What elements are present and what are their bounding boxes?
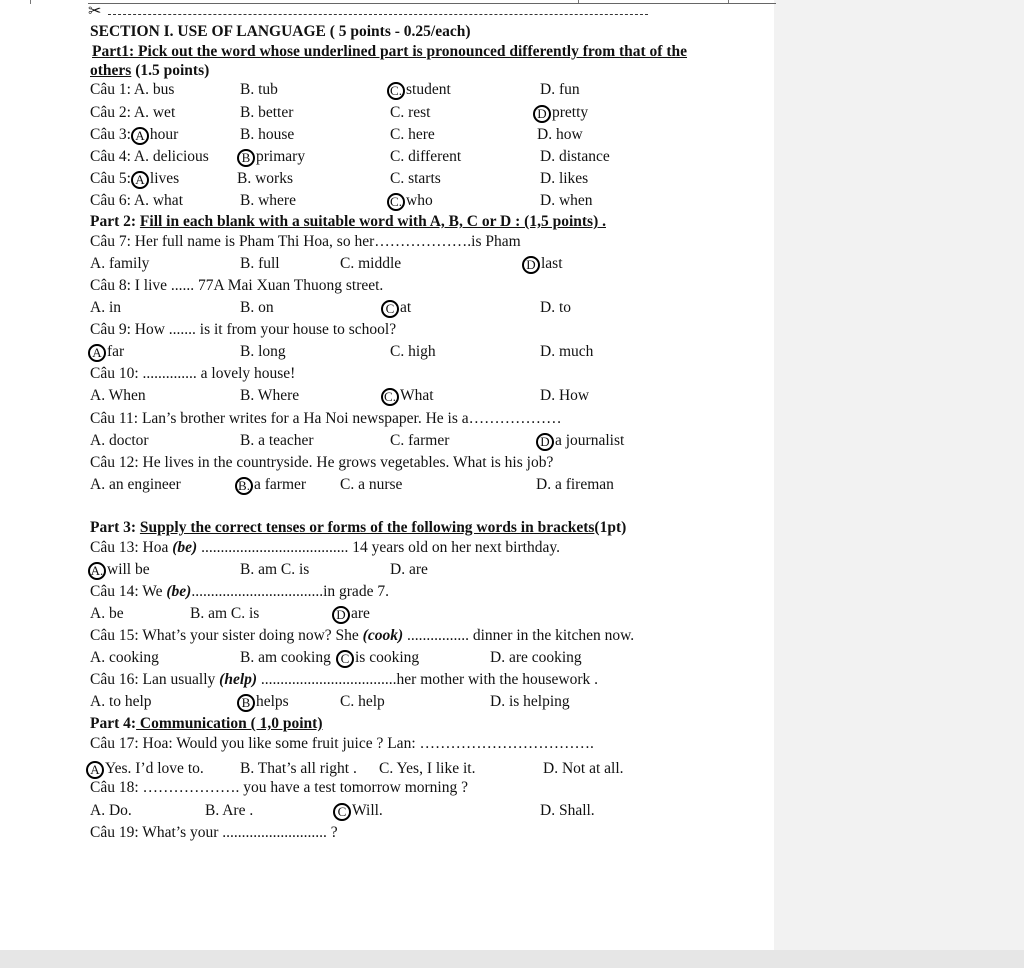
question-15-d: D. are cooking: [490, 649, 582, 666]
selected-answer-circle: D: [332, 606, 350, 624]
question-3-a-selected: Câu 3: A hour: [90, 126, 179, 143]
question-2-a: Câu 2: A. wet: [90, 104, 176, 121]
part2-heading: Part 2: Fill in each blank with a suitable word with A, B, C or D : (1,5 points) .: [90, 213, 606, 230]
question-12-a: A. an engineer: [90, 476, 181, 493]
question-11-b: B. a teacher: [240, 432, 314, 449]
question-1-b: B. tub: [240, 81, 278, 98]
question-17-c: C. Yes, I like it.: [379, 760, 476, 777]
question-7-a: A. family: [90, 255, 150, 272]
section-title: SECTION I. USE OF LANGUAGE ( 5 points - 0.25/each): [90, 23, 471, 40]
question-14-d-selected: D are: [332, 605, 370, 624]
part3-heading: Part 3: Supply the correct tenses or forms of the following words in brackets(1pt): [90, 519, 627, 536]
question-16-b-selected: B helps: [237, 693, 289, 712]
question-13-bc: B. am C. is: [240, 561, 310, 578]
question-13-d: D. are: [390, 561, 428, 578]
question-2-b: B. better: [240, 104, 294, 121]
selected-answer-circle: C.: [387, 82, 405, 100]
part4-heading: Part 4: Communication ( 1,0 point): [90, 715, 323, 732]
question-18-d: D. Shall.: [540, 802, 595, 819]
question-2-d-selected: D pretty: [533, 104, 588, 123]
question-12-b-selected: B. a farmer: [235, 476, 306, 495]
question-17-stem: Câu 17: Hoa: Would you like some fruit juice ? Lan: …………………………….: [90, 735, 594, 752]
question-1-d: D. fun: [540, 81, 580, 98]
question-16-c: C. help: [340, 693, 385, 710]
question-18-c-selected: C Will.: [333, 802, 383, 821]
question-6-a: Câu 6: A. what: [90, 192, 183, 209]
question-3-d: D. how: [537, 126, 583, 143]
question-10-c-selected: C. What: [381, 387, 434, 406]
question-9-b: B. long: [240, 343, 286, 360]
question-4-a: Câu 4: A. delicious: [90, 148, 209, 165]
question-16-stem: Câu 16: Lan usually (help) ...................................her mother with the housework .: [90, 671, 599, 688]
part1-heading: Part1: Pick out the word whose underlined part is pronounced differently from that of the: [92, 43, 688, 60]
question-4-b-selected: B primary: [237, 148, 305, 167]
question-8-a: A. in: [90, 299, 121, 316]
question-11-a: A. doctor: [90, 432, 149, 449]
question-12-stem: Câu 12: He lives in the countryside. He grows vegetables. What is his job?: [90, 454, 554, 471]
question-15-a: A. cooking: [90, 649, 159, 666]
question-4-d: D. distance: [540, 148, 610, 165]
selected-answer-circle: B: [237, 149, 255, 167]
question-7-b: B. full: [240, 255, 280, 272]
question-15-stem: Câu 15: What’s your sister doing now? She (cook) ................ dinner in the kitchen now.: [90, 627, 635, 644]
question-10-a: A. When: [90, 387, 146, 404]
selected-answer-circle: C: [333, 803, 351, 821]
question-17-a-selected: A Yes. I’d love to.: [86, 760, 204, 779]
question-14-bc: B. am C. is: [190, 605, 260, 622]
question-8-b: B. on: [240, 299, 274, 316]
selected-answer-circle: A.: [88, 562, 106, 580]
part1-heading-cont: others (1.5 points): [90, 62, 210, 79]
question-10-stem: Câu 10: .............. a lovely house!: [90, 365, 296, 382]
question-14-stem: Câu 14: We (be)..................................in grade 7.: [90, 583, 389, 600]
selected-answer-circle: C.: [381, 388, 399, 406]
cut-line: [88, 2, 648, 22]
question-15-b: B. am cooking: [240, 649, 331, 666]
selected-answer-circle: A: [131, 127, 149, 145]
question-7-d-selected: D last: [522, 255, 563, 274]
question-3-c: C. here: [390, 126, 435, 143]
question-10-b: B. Where: [240, 387, 300, 404]
question-18-b: B. Are .: [205, 802, 254, 819]
question-1-c-selected: C. student: [387, 81, 451, 100]
question-11-c: C. farmer: [390, 432, 450, 449]
question-19-stem: Câu 19: What’s your ........................... ?: [90, 824, 338, 841]
selected-answer-circle: C: [381, 300, 399, 318]
question-10-d: D. How: [540, 387, 590, 404]
selected-answer-circle: A: [86, 761, 104, 779]
question-5-c: C. starts: [390, 170, 441, 187]
question-16-a: A. to help: [90, 693, 152, 710]
question-9-d: D. much: [540, 343, 594, 360]
question-5-a-selected: Câu 5: A lives: [90, 170, 180, 187]
question-16-d: D. is helping: [490, 693, 570, 710]
question-4-c: C. different: [390, 148, 462, 165]
selected-answer-circle: D: [536, 433, 554, 451]
question-18-stem: Câu 18: ………………. you have a test tomorrow morning ?: [90, 779, 468, 796]
question-9-c: C. high: [390, 343, 436, 360]
selected-answer-circle: C: [336, 650, 354, 668]
page-bottom-edge: [0, 950, 1024, 968]
question-3-b: B. house: [240, 126, 295, 143]
scissors-icon: ✂: [88, 3, 102, 20]
question-11-d-selected: D a journalist: [536, 432, 624, 451]
question-6-d: D. when: [540, 192, 593, 209]
selected-answer-circle: B: [237, 694, 255, 712]
question-13-a-selected: A. will be: [88, 561, 150, 580]
selected-answer-circle: A: [131, 171, 149, 189]
question-17-d: D. Not at all.: [543, 760, 624, 777]
question-8-d: D. to: [540, 299, 571, 316]
question-6-c-selected: C. who: [387, 192, 433, 211]
question-5-d: D. likes: [540, 170, 589, 187]
question-7-c: C. middle: [340, 255, 402, 272]
question-6-b: B. where: [240, 192, 296, 209]
question-5-b: B. works: [237, 170, 293, 187]
question-15-c-selected: C is cooking: [336, 649, 419, 668]
selected-answer-circle: C.: [387, 193, 405, 211]
question-8-c-selected: C at: [381, 299, 411, 318]
question-8-stem: Câu 8: I live ...... 77A Mai Xuan Thuong street.: [90, 277, 384, 294]
question-18-a: A. Do.: [90, 802, 132, 819]
selected-answer-circle: D: [533, 105, 551, 123]
selected-answer-circle: B.: [235, 477, 253, 495]
question-7-stem: Câu 7: Her full name is Pham Thi Hoa, so her……………….is Pham: [90, 233, 521, 250]
selected-answer-circle: D: [522, 256, 540, 274]
selected-answer-circle: A: [88, 344, 106, 362]
question-2-c: C. rest: [390, 104, 431, 121]
question-12-c: C. a nurse: [340, 476, 403, 493]
question-9-a-selected: A far: [88, 343, 124, 362]
question-12-d: D. a fireman: [536, 476, 614, 493]
question-14-a: A. be: [90, 605, 124, 622]
question-11-stem: Câu 11: Lan’s brother writes for a Ha Noi newspaper. He is a………………: [90, 410, 562, 427]
question-13-stem: Câu 13: Hoa (be) ...................................... 14 years old on her next birthday.: [90, 539, 560, 556]
question-9-stem: Câu 9: How ....... is it from your house to school?: [90, 321, 397, 338]
question-17-b: B. That’s all right .: [240, 760, 357, 777]
question-1-a: Câu 1: A. bus: [90, 81, 175, 98]
